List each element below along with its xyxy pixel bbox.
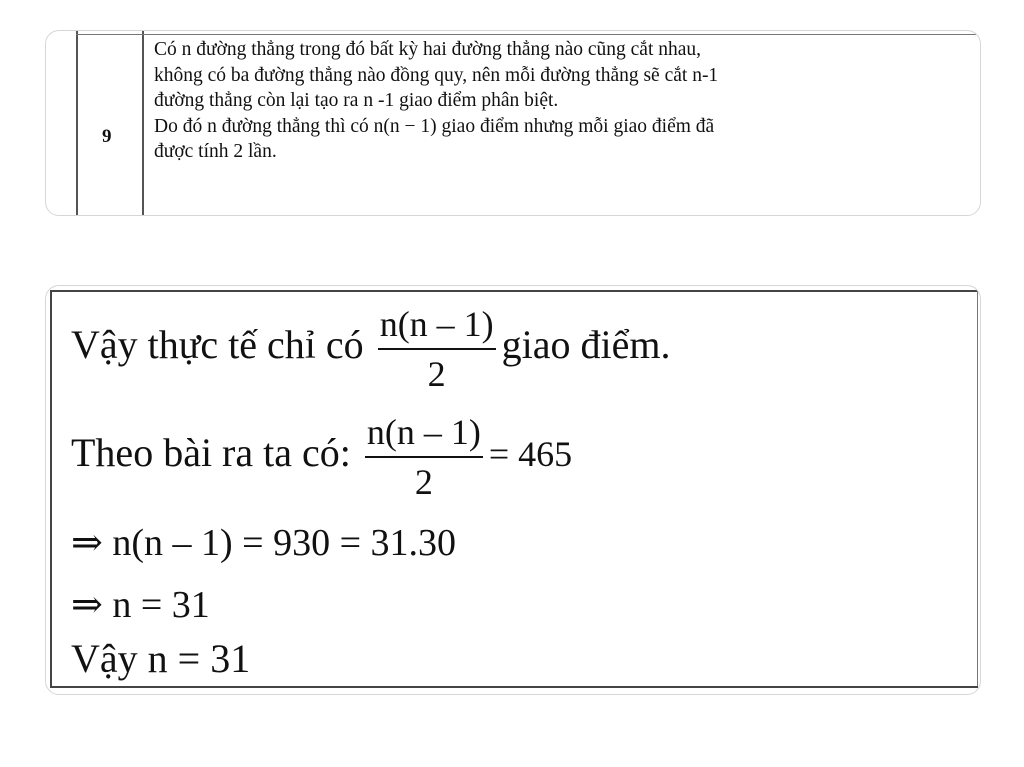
solution-card (45, 285, 981, 695)
table-row-card (45, 30, 981, 216)
solution-line-5: Vậy n = 31 (71, 636, 251, 681)
explanation-line: Có n đường thẳng trong đó bất kỳ hai đường thẳng nào cũng cắt nhau, (154, 39, 702, 60)
frame-border (50, 290, 978, 292)
fraction (378, 306, 496, 392)
row-number: 9 (102, 126, 112, 147)
explanation-line: được tính 2 lần. (154, 141, 277, 162)
solution-line-1 (71, 306, 671, 392)
solution-line-4: ⇒ n = 31 (71, 584, 210, 626)
frame-border (50, 686, 978, 688)
fraction (365, 414, 483, 500)
denominator: 2 (427, 354, 446, 394)
text: giao điểm. (501, 322, 671, 368)
table-left-border (76, 31, 78, 215)
equation-result: = 465 (488, 434, 573, 475)
row-explanation (154, 37, 974, 165)
denominator: 2 (414, 462, 433, 502)
frame-border (50, 290, 52, 688)
table-column-divider (142, 31, 144, 215)
solution-line-3: ⇒ n(n – 1) = 930 = 31.30 (71, 522, 457, 564)
explanation-line: Do đó n đường thẳng thì có n(n − 1) giao điểm nhưng mỗi giao điểm đã (154, 115, 715, 137)
frame-border (977, 290, 978, 688)
table-top-border (76, 34, 980, 35)
text: Vậy thực tế chỉ có (71, 322, 364, 368)
explanation-line: không có ba đường thẳng nào đồng quy, nên mỗi đường thẳng sẽ cắt n-1 (154, 64, 719, 86)
solution-line-2 (71, 414, 572, 500)
text: Theo bài ra ta có: (71, 430, 351, 476)
numerator: n(n – 1) (378, 306, 496, 350)
numerator: n(n – 1) (365, 414, 483, 458)
explanation-line: đường thẳng còn lại tạo ra n -1 giao điểm phân biệt. (154, 90, 559, 111)
